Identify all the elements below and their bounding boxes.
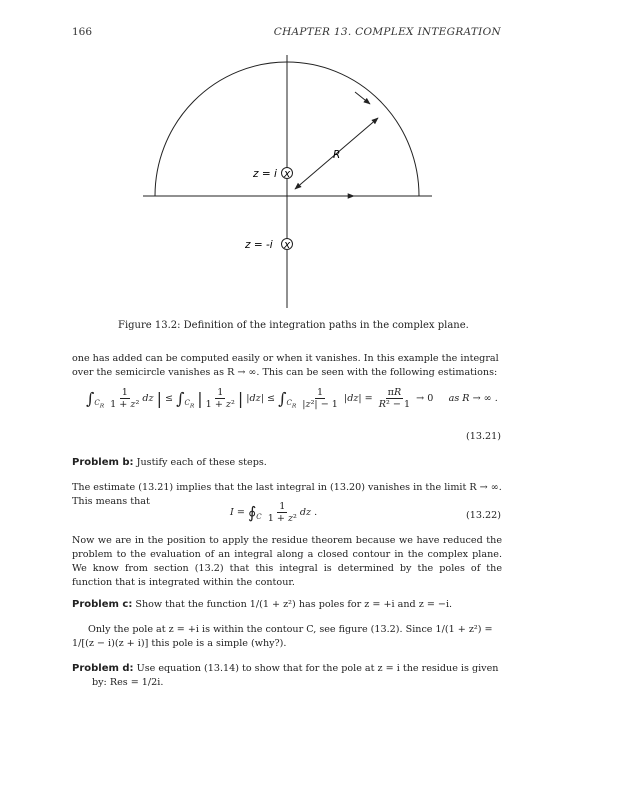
equation-13-22-number: (13.22): [466, 510, 501, 521]
pole-x-upper: x: [284, 168, 291, 180]
page-number: 166: [72, 26, 93, 38]
problem-d: [72, 662, 502, 676]
paragraph-1-line-1: one has added can be computed easily or when it vanishes. In this example the integral: [72, 353, 499, 364]
paragraph-1-line-2: over the semicircle vanishes as R → ∞. This can be seen with the following estimations:: [72, 367, 498, 378]
figure-caption: Figure 13.2: Definition of the integration paths in the complex plane.: [118, 320, 469, 331]
equation-13-21-condition: as R → ∞ .: [448, 393, 498, 404]
pole-x-lower: x: [284, 239, 291, 251]
label-pole-upper: z = i: [253, 168, 277, 180]
problem-c: [72, 598, 502, 612]
equation-13-21: $\int_{C_R}$ $\frac{1}{\text{1 + z²}}$ dz | ≤ $\int_{C_R}$ | $\frac{1}{\text{1 + z²}}$ | $|dz| \le \int_{C_R}$ $\frac{1}{\text{|z²| − 1}}$ |dz| = $\frac{\pi R}{\text{R² − 1}}$ → 0 as R → ∞ .: [86, 387, 498, 410]
problem-b: [72, 456, 502, 470]
problem-b-body: Justify each of these steps.: [136, 457, 267, 468]
problem-d-body-line-2: by: Res = 1/2i.: [92, 677, 164, 688]
semicircle-arrow: [355, 92, 370, 104]
problem-c-title: Problem c:: [72, 599, 133, 610]
paragraph-4-line-2: 1/[(z − i)(z + i)] this pole is a simple (why?).: [72, 638, 287, 649]
paragraph-3: Now we are in the position to apply the residue theorem because we have reduced the problem to the evaluation of an integral along a closed contour in the complex plane. We know from section (13.2) that this integral is determined by the poles of the function that is integrated within the contour.: [72, 535, 502, 588]
equation-13-21-limit: → 0: [416, 393, 434, 404]
equation-13-22: $I = ∮_C$ $\frac{1}{\text{1 + z²}}$ dz .: [230, 501, 318, 524]
equation-13-21-number: (13.21): [466, 431, 501, 442]
problem-b-title: Problem b:: [72, 457, 134, 468]
label-R: R: [333, 149, 341, 161]
label-pole-lower: z = -i: [245, 239, 273, 251]
chapter-title: CHAPTER 13. COMPLEX INTEGRATION: [273, 26, 501, 38]
paragraph-2-line-1: The estimate (13.21) implies that the last integral in (13.20) vanishes in the limit R → ∞.: [72, 482, 502, 493]
equation-13-22-lhs: I =: [230, 507, 245, 518]
problem-d-title: Problem d:: [72, 663, 134, 674]
problem-d-body-line-1: Use equation (13.14) to show that for the pole at z = i the residue is given: [136, 663, 499, 674]
paragraph-4-line-1: Only the pole at z = +i is within the contour C, see figure (13.2). Since 1/(1 + z²) =: [88, 624, 493, 635]
paragraph-2-line-2: This means that: [72, 496, 150, 507]
problem-c-body: Show that the function 1/(1 + z²) has poles for z = +i and z = −i.: [135, 599, 453, 610]
